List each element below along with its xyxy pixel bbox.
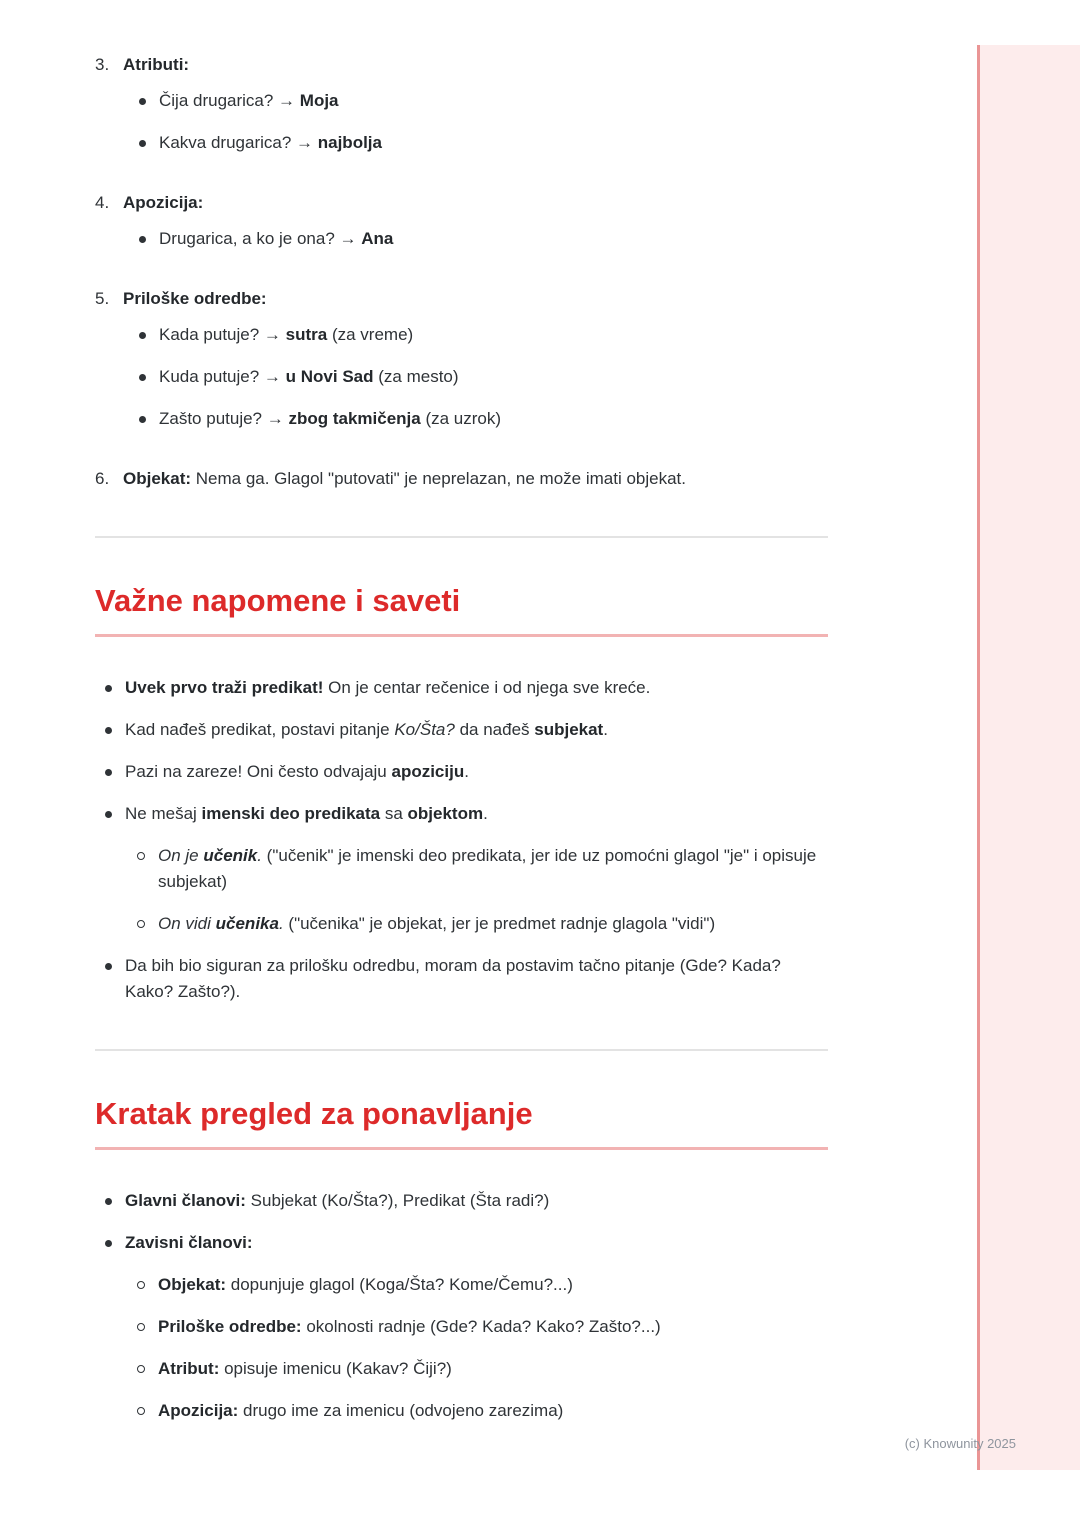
section-title-review: Kratak pregled za ponavljanje (95, 1096, 533, 1131)
bullet-list (95, 88, 828, 156)
bullet-item (95, 717, 828, 743)
bullet-text: Pazi na zareze! Oni često odvajaju apoziciju. (125, 762, 469, 781)
item-text: Objekat: Nema ga. Glagol "putovati" je neprelazan, ne može imati objekat. (123, 469, 686, 488)
bullet-marker (105, 727, 112, 734)
bullet-item (95, 1314, 828, 1340)
bullet-item (95, 675, 828, 701)
bullet-marker (137, 1365, 145, 1373)
bullet-text: Da bih bio siguran za prilošku odredbu, moram da postavim tačno pitanje (Gde? Kada? Kako? Zašto?). (125, 956, 781, 1001)
bullet-marker (139, 332, 146, 339)
bullet-text: Zavisni članovi: (125, 1233, 253, 1252)
divider (95, 536, 828, 538)
bullet-marker (137, 1281, 145, 1289)
bullet-marker (139, 236, 146, 243)
review-sub-list (95, 1272, 828, 1424)
bullet-text: Objekat: dopunjuje glagol (Koga/Šta? Kome/Čemu?...) (158, 1275, 573, 1294)
bullet-item (95, 801, 828, 827)
right-accent-strip (977, 45, 1080, 1470)
bullet-marker (105, 963, 112, 970)
bullet-marker (139, 374, 146, 381)
item-label: Atributi: (123, 55, 190, 74)
bullet-item (95, 1272, 828, 1298)
bullet-item (95, 843, 828, 895)
bullet-text: Zašto putuje? → zbog takmičenja (za uzrok) (159, 409, 502, 428)
section-rule (95, 634, 828, 637)
bullet-item (95, 1398, 828, 1424)
item-label: Apozicija: (123, 193, 204, 212)
bullet-item (95, 364, 828, 390)
item-number: 3. (95, 55, 110, 74)
bullet-item (95, 226, 828, 252)
numbered-item-priloske-odredbe (95, 286, 828, 312)
bullet-marker (105, 811, 112, 818)
section-rule (95, 1147, 828, 1150)
bullet-item (95, 130, 828, 156)
bullet-marker (137, 920, 145, 928)
section-title-notes: Važne napomene i saveti (95, 583, 461, 618)
bullet-marker (137, 1323, 145, 1331)
bullet-text: Kad nađeš predikat, postavi pitanje Ko/Šta? da nađeš subjekat. (125, 720, 608, 739)
bullet-marker (137, 852, 145, 860)
bullet-text: Priloške odredbe: okolnosti radnje (Gde? Kada? Kako? Zašto?...) (158, 1317, 661, 1336)
bullet-text: Uvek prvo traži predikat! On je centar rečenice i od njega sve kreće. (125, 678, 651, 697)
bullet-item (95, 953, 828, 1005)
bullet-marker (137, 1407, 145, 1415)
bullet-text: Atribut: opisuje imenicu (Kakav? Čiji?) (158, 1359, 452, 1378)
bullet-text: On vidi učenika. ("učenika" je objekat, jer je predmet radnje glagola "vidi") (158, 914, 716, 933)
bullet-marker (139, 140, 146, 147)
bullet-list (95, 226, 828, 252)
bullet-marker (105, 1198, 112, 1205)
item-number: 6. (95, 469, 110, 488)
numbered-item-objekat (95, 466, 828, 492)
bullet-marker (105, 685, 112, 692)
bullet-item (95, 911, 828, 937)
divider (95, 1049, 828, 1051)
bullet-text: Kada putuje? → sutra (za vreme) (159, 325, 414, 344)
bullet-item (95, 759, 828, 785)
bullet-text: Ne mešaj imenski deo predikata sa objektom. (125, 804, 488, 823)
bullet-item (95, 1356, 828, 1382)
bullet-list (95, 322, 828, 432)
bullet-item (95, 1188, 828, 1214)
bullet-text: Kakva drugarica? → najbolja (159, 133, 382, 152)
bullet-marker (105, 769, 112, 776)
bullet-item (95, 1230, 828, 1256)
bullet-text: Kuda putuje? → u Novi Sad (za mesto) (159, 367, 459, 386)
bullet-item (95, 88, 828, 114)
item-number: 4. (95, 193, 110, 212)
numbered-item-apozicija (95, 190, 828, 216)
review-bullet-list (95, 1188, 828, 1424)
bullet-text: On je učenik. ("učenik" je imenski deo predikata, jer ide uz pomoćni glagol "je" i opisuje subjekat) (158, 846, 817, 891)
bullet-text: Apozicija: drugo ime za imenicu (odvojeno zarezima) (158, 1401, 564, 1420)
notes-bullet-list (95, 675, 828, 1005)
bullet-marker (105, 1240, 112, 1247)
bullet-marker (139, 98, 146, 105)
bullet-text: Glavni članovi: Subjekat (Ko/Šta?), Predikat (Šta radi?) (125, 1191, 550, 1210)
bullet-text: Drugarica, a ko je ona? → Ana (159, 229, 394, 248)
numbered-item-atributi (95, 52, 828, 78)
item-number: 5. (95, 289, 110, 308)
notes-sub-list (95, 843, 828, 937)
footer-credit: (c) Knowunity 2025 (904, 1436, 1016, 1451)
bullet-item (95, 322, 828, 348)
bullet-text: Čija drugarica? → Moja (159, 91, 339, 110)
item-label: Priloške odredbe: (123, 289, 267, 308)
bullet-marker (139, 416, 146, 423)
bullet-item (95, 406, 828, 432)
